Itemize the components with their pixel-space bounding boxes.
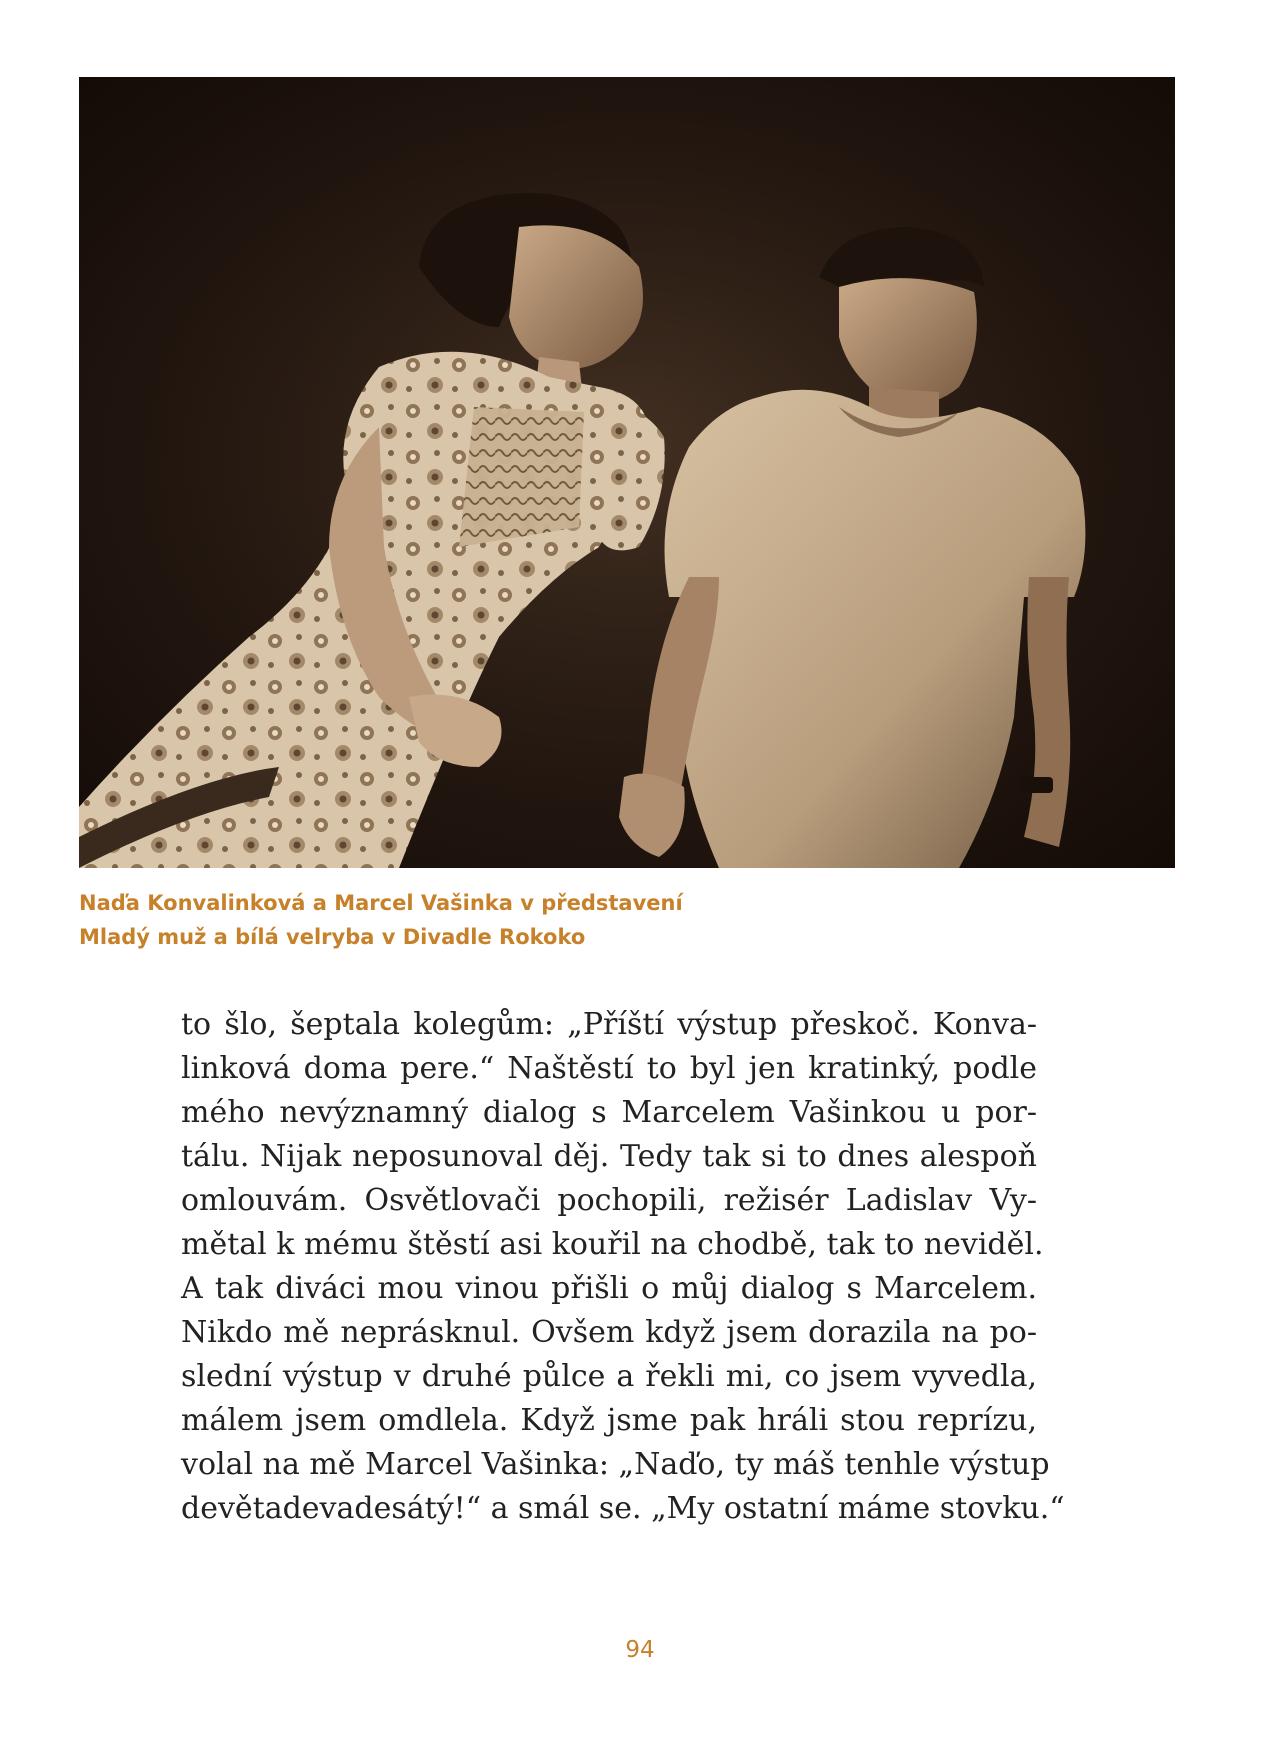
page-number: 94 [625, 1637, 655, 1663]
text-line: volal na mě Marcel Vašinka: „Naďo, ty máš tenhle výstup [181, 1447, 1050, 1482]
caption-line-2: Mladý muž a bílá velryba v Divadle Rokoko [79, 925, 586, 949]
photo-illustration [79, 77, 1175, 868]
text-line: mětal k mému štěstí asi kouřil na chodbě, tak to neviděl. [181, 1227, 1044, 1262]
text-line: Nikdo mě neprásknul. Ovšem když jsem dorazila na po- [181, 1315, 1037, 1350]
body-paragraph [181, 1003, 1065, 1531]
stage-photograph [79, 77, 1175, 868]
text-line: málem jsem omdlela. Když jsme pak hráli stou reprízu, [181, 1403, 1037, 1438]
text-line: mého nevýznamný dialog s Marcelem Vašinkou u por- [181, 1095, 1037, 1130]
photo-caption [79, 886, 979, 954]
text-line: to šlo, šeptala kolegům: „Příští výstup přeskoč. Konva- [181, 1007, 1037, 1042]
text-line: A tak diváci mou vinou přišli o můj dialog s Marcelem. [181, 1271, 1037, 1306]
text-line: omlouvám. Osvětlovači pochopili, režisér Ladislav Vy- [181, 1183, 1037, 1218]
caption-line-1: Naďa Konvalinková a Marcel Vašinka v představení [79, 891, 683, 915]
text-line: slední výstup v druhé půlce a řekli mi, co jsem vyvedla, [181, 1359, 1037, 1394]
text-line: tálu. Nijak neposunoval děj. Tedy tak si to dnes alespoň [181, 1139, 1037, 1174]
text-line: linková doma pere.“ Naštěstí to byl jen kratinký, podle [181, 1051, 1037, 1086]
text-line: devětadevadesátý!“ a smál se. „My ostatní máme stovku.“ [181, 1491, 1065, 1526]
